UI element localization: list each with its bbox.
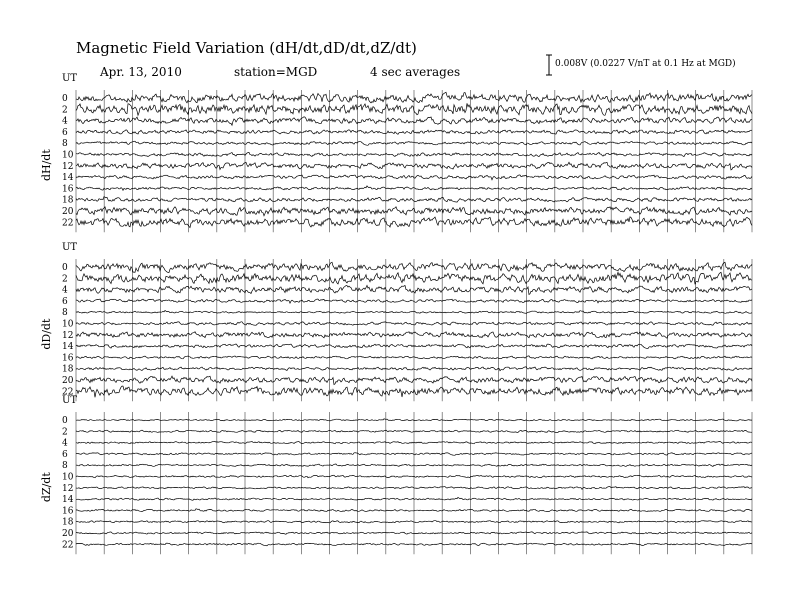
row-label: 14 bbox=[62, 495, 74, 506]
row-label: 6 bbox=[62, 296, 68, 307]
row-label: 8 bbox=[62, 461, 68, 472]
row-label: 6 bbox=[62, 449, 68, 460]
row-label: 6 bbox=[62, 127, 68, 138]
row-label: 2 bbox=[62, 105, 68, 116]
panel-ylabel: dZ/dt bbox=[40, 472, 53, 503]
row-label: 4 bbox=[62, 438, 68, 449]
row-label: 0 bbox=[62, 416, 68, 426]
row-label: 18 bbox=[62, 195, 74, 206]
row-label: 2 bbox=[62, 427, 68, 438]
station-label: station=MGD bbox=[234, 65, 318, 79]
row-label: 12 bbox=[62, 161, 74, 172]
row-label: 22 bbox=[62, 387, 74, 398]
row-label: 16 bbox=[62, 506, 74, 517]
panel-dZ-dt bbox=[40, 395, 752, 554]
row-label: 4 bbox=[62, 285, 68, 296]
row-label: 20 bbox=[62, 376, 74, 386]
row-label: 10 bbox=[62, 319, 74, 330]
panel-dH-dt bbox=[40, 73, 752, 232]
row-label: 20 bbox=[62, 207, 74, 217]
panel-dD-dt bbox=[40, 242, 752, 401]
scale-bar-label: 0.008V (0.0227 V/nT at 0.1 Hz at MGD) bbox=[555, 59, 736, 69]
row-label: 14 bbox=[62, 173, 74, 184]
row-label: 22 bbox=[62, 540, 74, 551]
row-label: 12 bbox=[62, 483, 74, 494]
panel-ylabel: dD/dt bbox=[40, 318, 53, 350]
row-label: 16 bbox=[62, 353, 74, 364]
date-label: Apr. 13, 2010 bbox=[100, 65, 182, 79]
row-label: 10 bbox=[62, 150, 74, 161]
row-label: 20 bbox=[62, 529, 74, 539]
ut-axis-label: UT bbox=[62, 242, 78, 253]
row-label: 2 bbox=[62, 274, 68, 285]
ut-axis-label: UT bbox=[62, 395, 78, 406]
row-label: 16 bbox=[62, 184, 74, 195]
row-label: 8 bbox=[62, 308, 68, 319]
row-label: 18 bbox=[62, 364, 74, 375]
row-label: 22 bbox=[62, 218, 74, 229]
row-label: 0 bbox=[62, 263, 68, 273]
row-label: 0 bbox=[62, 94, 68, 104]
page-title: Magnetic Field Variation (dH/dt,dD/dt,dZ/dt) bbox=[76, 39, 417, 57]
ut-axis-label: UT bbox=[62, 73, 78, 84]
row-label: 8 bbox=[62, 139, 68, 150]
row-label: 18 bbox=[62, 517, 74, 528]
row-label: 12 bbox=[62, 330, 74, 341]
row-label: 10 bbox=[62, 472, 74, 483]
row-label: 14 bbox=[62, 342, 74, 353]
row-label: 4 bbox=[62, 116, 68, 127]
averaging-label: 4 sec averages bbox=[370, 65, 461, 79]
scale-bar bbox=[546, 55, 552, 75]
panel-ylabel: dH/dt bbox=[40, 149, 53, 182]
